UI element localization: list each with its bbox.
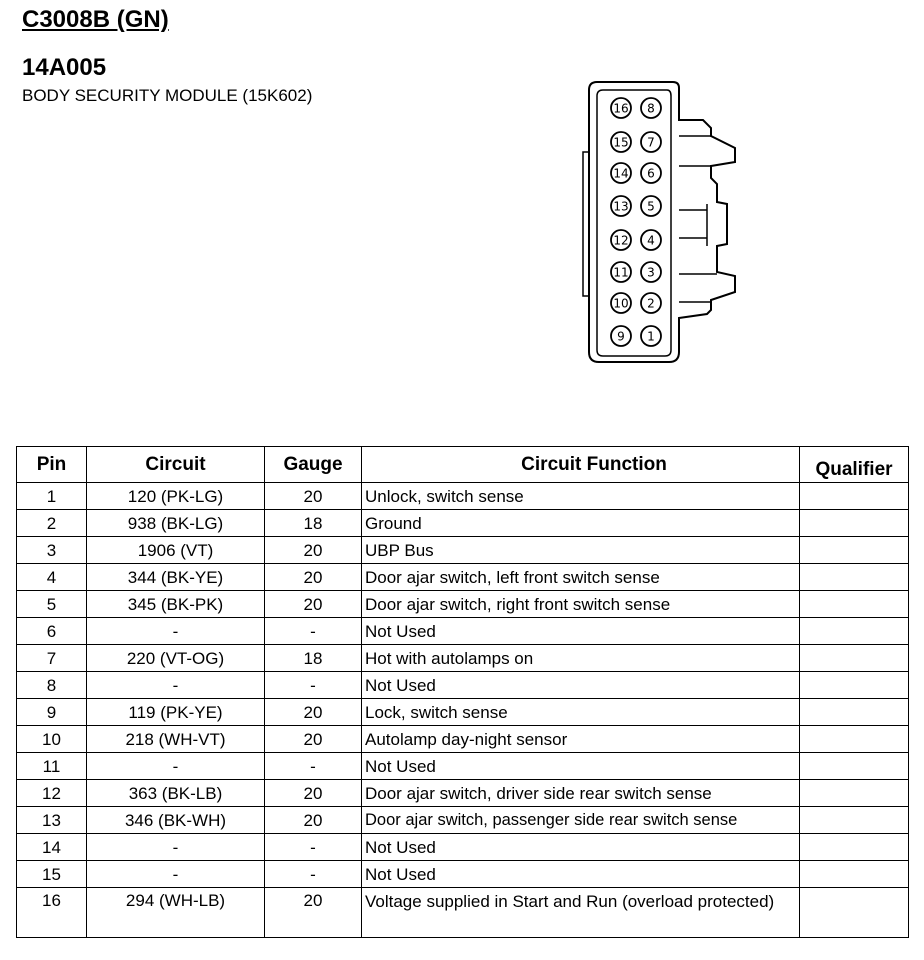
- component-name: BODY SECURITY MODULE (15K602): [22, 86, 313, 105]
- pin-cell: 9: [17, 699, 87, 726]
- table-row: [17, 510, 909, 537]
- pin-cell: 1: [17, 483, 87, 510]
- circuit-cell: 345 (BK-PK): [87, 591, 265, 618]
- pin-cell: 10: [17, 726, 87, 753]
- pin-1-marker: [641, 326, 661, 346]
- header-circuit: Circuit: [87, 447, 265, 483]
- pin-2-marker: [641, 293, 661, 313]
- circuit-cell: 1906 (VT): [87, 537, 265, 564]
- circuit-cell: 218 (WH-VT): [87, 726, 265, 753]
- function-cell: Door ajar switch, right front switch sense: [362, 591, 800, 618]
- svg-text:5: 5: [647, 199, 655, 214]
- svg-text:16: 16: [613, 101, 629, 116]
- pin-cell: 5: [17, 591, 87, 618]
- function-cell: Not Used: [362, 834, 800, 861]
- pin-cell: 14: [17, 834, 87, 861]
- svg-text:1: 1: [647, 329, 655, 344]
- svg-text:6: 6: [647, 166, 655, 181]
- qualifier-cell: [800, 591, 909, 618]
- pin-10-marker: [611, 293, 631, 313]
- circuit-cell: 346 (BK-WH): [87, 807, 265, 834]
- gauge-cell: -: [265, 861, 362, 888]
- function-cell: Door ajar switch, left front switch sense: [362, 564, 800, 591]
- pin-cell: 2: [17, 510, 87, 537]
- connector-title: C3008B (GN): [22, 6, 169, 33]
- table-row: [17, 888, 909, 938]
- pin-8-marker: [641, 98, 661, 118]
- gauge-cell: 20: [265, 888, 362, 938]
- pin-9-marker: [611, 326, 631, 346]
- svg-text:7: 7: [647, 135, 655, 150]
- svg-text:2: 2: [647, 296, 655, 311]
- gauge-cell: 20: [265, 807, 362, 834]
- function-cell: Door ajar switch, driver side rear switch sense: [362, 780, 800, 807]
- table-row: [17, 699, 909, 726]
- svg-text:11: 11: [613, 265, 629, 280]
- pin-12-marker: [611, 230, 631, 250]
- pin-cell: 3: [17, 537, 87, 564]
- pin-15-marker: [611, 132, 631, 152]
- gauge-cell: 18: [265, 645, 362, 672]
- pin-4-marker: [641, 230, 661, 250]
- pin-14-marker: [611, 163, 631, 183]
- pin-cell: 12: [17, 780, 87, 807]
- table-row: [17, 618, 909, 645]
- svg-text:12: 12: [613, 233, 629, 248]
- gauge-cell: 20: [265, 780, 362, 807]
- circuit-cell: -: [87, 861, 265, 888]
- function-cell: Door ajar switch, passenger side rear switch sense: [362, 807, 800, 834]
- table-row: [17, 753, 909, 780]
- gauge-cell: -: [265, 672, 362, 699]
- circuit-cell: 119 (PK-YE): [87, 699, 265, 726]
- connector-face-diagram: [575, 78, 745, 368]
- table-row: [17, 483, 909, 510]
- circuit-cell: -: [87, 834, 265, 861]
- pin-cell: 11: [17, 753, 87, 780]
- function-cell: Lock, switch sense: [362, 699, 800, 726]
- qualifier-cell: [800, 861, 909, 888]
- qualifier-cell: [800, 618, 909, 645]
- table-row: [17, 591, 909, 618]
- table-row: [17, 780, 909, 807]
- connector-body-outline: [589, 82, 735, 362]
- circuit-cell: 344 (BK-YE): [87, 564, 265, 591]
- circuit-cell: -: [87, 618, 265, 645]
- pin-cell: 8: [17, 672, 87, 699]
- function-cell: Voltage supplied in Start and Run (overload protected): [362, 888, 800, 938]
- qualifier-cell: [800, 672, 909, 699]
- table-row: [17, 672, 909, 699]
- qualifier-cell: [800, 699, 909, 726]
- qualifier-cell: [800, 753, 909, 780]
- svg-text:14: 14: [613, 166, 629, 181]
- part-number: 14A005: [22, 54, 107, 81]
- svg-text:4: 4: [647, 233, 655, 248]
- pin-7-marker: [641, 132, 661, 152]
- qualifier-cell: [800, 888, 909, 938]
- table-row: [17, 645, 909, 672]
- svg-text:10: 10: [613, 296, 629, 311]
- pin-cell: 7: [17, 645, 87, 672]
- pin-marker-group: [611, 98, 661, 346]
- circuit-cell: 120 (PK-LG): [87, 483, 265, 510]
- gauge-cell: 20: [265, 699, 362, 726]
- gauge-cell: -: [265, 618, 362, 645]
- qualifier-cell: [800, 726, 909, 753]
- qualifier-cell: [800, 510, 909, 537]
- circuit-cell: -: [87, 753, 265, 780]
- function-cell: UBP Bus: [362, 537, 800, 564]
- pin-13-marker: [611, 196, 631, 216]
- gauge-cell: 20: [265, 726, 362, 753]
- circuit-cell: 294 (WH-LB): [87, 888, 265, 938]
- function-cell: Hot with autolamps on: [362, 645, 800, 672]
- qualifier-cell: [800, 834, 909, 861]
- header-gauge: Gauge: [265, 447, 362, 483]
- pin-11-marker: [611, 262, 631, 282]
- header-pin: Pin: [17, 447, 87, 483]
- function-cell: Autolamp day-night sensor: [362, 726, 800, 753]
- function-cell: Not Used: [362, 861, 800, 888]
- pin-cell: 15: [17, 861, 87, 888]
- function-cell: Ground: [362, 510, 800, 537]
- table-header-row: [17, 447, 909, 483]
- table-row: [17, 861, 909, 888]
- qualifier-cell: [800, 483, 909, 510]
- pin-cell: 13: [17, 807, 87, 834]
- table-row: [17, 807, 909, 834]
- svg-text:3: 3: [647, 265, 655, 280]
- gauge-cell: 20: [265, 537, 362, 564]
- connector-latch-detail: [679, 136, 717, 302]
- function-cell: Not Used: [362, 672, 800, 699]
- qualifier-cell: [800, 807, 909, 834]
- pin-3-marker: [641, 262, 661, 282]
- function-cell: Not Used: [362, 618, 800, 645]
- gauge-cell: 20: [265, 591, 362, 618]
- qualifier-cell: [800, 564, 909, 591]
- pin-5-marker: [641, 196, 661, 216]
- svg-text:13: 13: [613, 199, 629, 214]
- pinout-table: [16, 446, 909, 938]
- circuit-cell: 363 (BK-LB): [87, 780, 265, 807]
- circuit-cell: 220 (VT-OG): [87, 645, 265, 672]
- circuit-cell: 938 (BK-LG): [87, 510, 265, 537]
- table-row: [17, 564, 909, 591]
- pin-cell: 4: [17, 564, 87, 591]
- gauge-cell: -: [265, 753, 362, 780]
- table-row: [17, 726, 909, 753]
- gauge-cell: 18: [265, 510, 362, 537]
- qualifier-cell: [800, 645, 909, 672]
- pin-cell: 6: [17, 618, 87, 645]
- gauge-cell: 20: [265, 483, 362, 510]
- table-row: [17, 834, 909, 861]
- function-cell: Unlock, switch sense: [362, 483, 800, 510]
- svg-text:15: 15: [613, 135, 629, 150]
- pin-6-marker: [641, 163, 661, 183]
- header-qualifier: Qualifier: [800, 447, 909, 483]
- table-row: [17, 537, 909, 564]
- svg-text:9: 9: [617, 329, 625, 344]
- pin-cell: 16: [17, 888, 87, 938]
- circuit-cell: -: [87, 672, 265, 699]
- function-cell: Not Used: [362, 753, 800, 780]
- header-circuit-function: Circuit Function: [362, 447, 800, 483]
- qualifier-cell: [800, 780, 909, 807]
- qualifier-cell: [800, 537, 909, 564]
- pin-16-marker: [611, 98, 631, 118]
- connector-inner-outline: [597, 90, 671, 356]
- gauge-cell: 20: [265, 564, 362, 591]
- gauge-cell: -: [265, 834, 362, 861]
- svg-text:8: 8: [647, 101, 655, 116]
